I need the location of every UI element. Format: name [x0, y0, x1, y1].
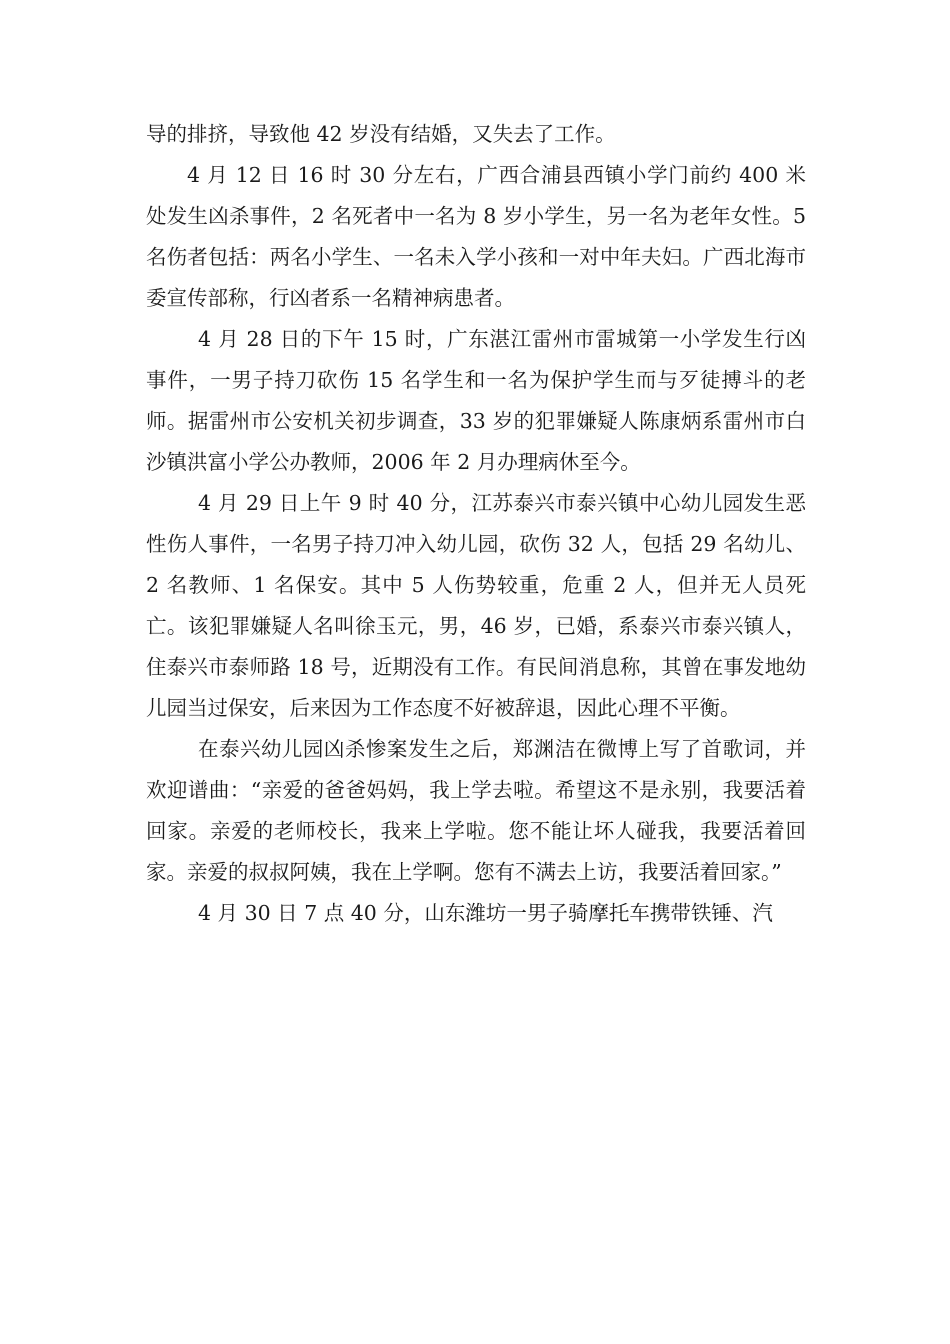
paragraph-lyrics: 在泰兴幼儿园凶杀惨案发生之后，郑渊洁在微博上写了首歌词，并欢迎谱曲：“亲爱的爸爸妈妈，我上学去啦。希望这不是永别，我要活着回家。亲爱的老师校长，我来上学啦。您不能让坏人碰我，我要活着回家。亲爱的叔叔阿姨，我在上学啊。您有不满去上访，我要活着回家。”: [146, 737, 806, 884]
paragraph-leizhou-incident: 4 月 28 日的下午 15 时，广东湛江雷州市雷城第一小学发生行凶事件，一男子持刀砍伤 15 名学生和一名为保护学生而与歹徒搏斗的老师。据雷州市公安机关初步调查，33 岁的犯罪嫌疑人陈康炳系雷州市白沙镇洪富小学公办教师，2006 年 2 月办理病休至今。: [146, 327, 806, 474]
paragraph-continuation: 导的排挤，导致他 42 岁没有结婚，又失去了工作。: [146, 122, 616, 146]
paragraph-taixing-incident: 4 月 29 日上午 9 时 40 分，江苏泰兴市泰兴镇中心幼儿园发生恶性伤人事件，一名男子持刀冲入幼儿园，砍伤 32 人，包括 29 名幼儿、2 名教师、1 名保安。其中 5 人伤势较重，危重 2 人，但并无人员死亡。该犯罪嫌疑人名叫徐玉元，男，46 岁，已婚，系泰兴市泰兴镇人，住泰兴市泰师路 18 号，近期没有工作。有民间消息称，其曾在事发地幼儿园当过保安，后来因为工作态度不好被辞退，因此心理不平衡。: [146, 491, 806, 720]
paragraph-weifang-incident: 4 月 30 日 7 点 40 分，山东潍坊一男子骑摩托车携带铁锤、汽: [198, 901, 773, 925]
paragraph-hepu-incident: 4 月 12 日 16 时 30 分左右，广西合浦县西镇小学门前约 400 米处发生凶杀事件，2 名死者中一名为 8 岁小学生，另一名为老年女性。5 名伤者包括：两名小学生、一名未入学小孩和一对中年夫妇。广西北海市委宣传部称，行凶者系一名精神病患者。: [146, 163, 806, 310]
document-body: [146, 114, 806, 934]
